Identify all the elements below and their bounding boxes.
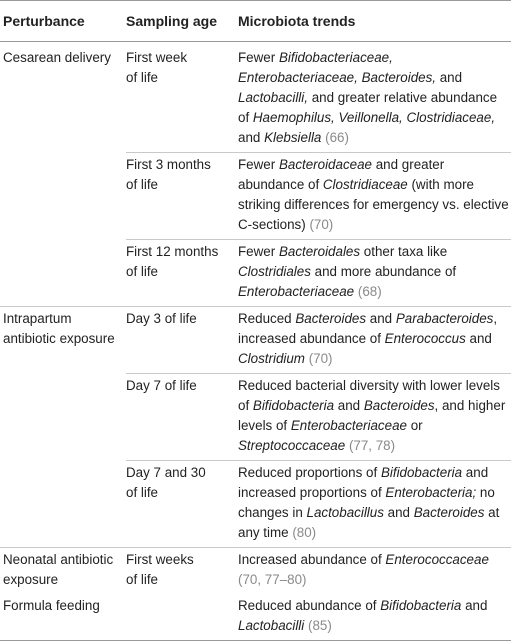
- taxon-name: Clostridiales: [238, 264, 311, 279]
- trend-text: and: [461, 598, 488, 613]
- taxon-name: Klebsiella: [264, 130, 322, 145]
- sampling-age-line: First 12 months: [126, 244, 219, 259]
- taxon-name: Enterobacteriaceae: [290, 418, 407, 433]
- sampling-age-line: First week: [126, 50, 188, 65]
- table-row: [0, 594, 511, 641]
- reference-citation: (85): [307, 618, 332, 633]
- cell-perturbance: [0, 374, 126, 461]
- cell-perturbance: Formula feeding: [0, 594, 126, 641]
- trend-text: and greater relative abundance of: [238, 90, 498, 125]
- sampling-age-line: of life: [126, 177, 159, 192]
- trend-text: and: [366, 311, 396, 326]
- trend-text: and: [334, 398, 364, 413]
- trend-text: Fewer: [238, 50, 279, 65]
- cell-perturbance: Intrapartum antibiotic exposure: [3, 311, 115, 346]
- trend-text: , and higher levels of: [238, 398, 506, 433]
- header-perturbance: Perturbance: [0, 1, 126, 42]
- trend-text: Increased abundance of: [238, 552, 386, 567]
- taxon-name: Parabacteroides: [395, 311, 494, 326]
- trend-text: Reduced: [238, 311, 296, 326]
- cell-sampling-age: [126, 42, 238, 153]
- cell-microbiota-trend: [238, 42, 511, 153]
- header-row: [0, 1, 511, 42]
- trend-text: and: [436, 70, 463, 85]
- taxon-name: Bacteroides: [363, 398, 435, 413]
- table-row: [0, 374, 511, 461]
- reference-citation: (70): [309, 217, 334, 232]
- trend-text: Fewer: [238, 244, 279, 259]
- trend-text: (with more striking differences for emergency vs. elective C-sections): [238, 177, 509, 232]
- cell-perturbance: [0, 240, 126, 307]
- trend-text: Fewer: [238, 157, 279, 172]
- cell-sampling-age: [126, 307, 238, 374]
- sampling-age-line: Day 3 of life: [126, 311, 197, 326]
- sampling-age-line: of life: [126, 485, 159, 500]
- trend-text: and: [238, 130, 265, 145]
- trend-text: at any time: [238, 505, 500, 540]
- taxon-name: Clostridiaceae: [322, 177, 408, 192]
- taxon-name: Bifidobacteria: [252, 398, 335, 413]
- cell-sampling-age: [126, 153, 238, 240]
- sampling-age-line: First weeks: [126, 552, 194, 567]
- cell-microbiota-trend: [238, 240, 511, 307]
- cell-microbiota-trend: [238, 594, 511, 641]
- sampling-age-line: Day 7 and 30: [126, 465, 206, 480]
- cell-microbiota-trend: [238, 548, 511, 595]
- table-row: [0, 307, 511, 374]
- cell-sampling-age: [126, 374, 238, 461]
- table-row: [0, 461, 511, 548]
- cell-sampling-age: [126, 240, 238, 307]
- reference-citation: (70): [308, 351, 333, 366]
- cell-sampling-age: [126, 548, 238, 595]
- reference-citation: (80): [292, 525, 317, 540]
- sampling-age-line: First 3 months: [126, 157, 211, 172]
- header-microbiota-trends: Microbiota trends: [238, 1, 511, 42]
- table-row: [0, 153, 511, 240]
- table-header: [0, 1, 511, 42]
- sampling-age-line: of life: [126, 70, 159, 85]
- table-row: [0, 548, 511, 595]
- trend-text: and greater abundance of: [238, 157, 445, 192]
- reference-citation: (68): [357, 284, 382, 299]
- trend-text: no changes in: [238, 485, 495, 520]
- trend-text: and: [383, 505, 414, 520]
- table-body: [0, 42, 511, 641]
- taxon-name: Lactobacillus: [306, 505, 384, 520]
- cell-microbiota-trend: [238, 374, 511, 461]
- cell-perturbance: Cesarean delivery: [3, 50, 111, 65]
- trend-text: , increased abundance of: [238, 311, 498, 346]
- reference-citation: (77, 78): [348, 438, 396, 453]
- cell-microbiota-trend: [238, 461, 511, 548]
- sampling-age-line: of life: [126, 572, 159, 587]
- taxon-name: Bifidobacteria: [380, 598, 462, 613]
- sampling-age-line: of life: [126, 264, 159, 279]
- trend-text: and: [465, 331, 492, 346]
- taxon-name: Bacteroides: [295, 311, 367, 326]
- table-row: [0, 42, 511, 153]
- taxon-name: Clostridium: [238, 351, 305, 366]
- taxon-name: Enterococcus: [384, 331, 466, 346]
- cell-microbiota-trend: [238, 307, 511, 374]
- reference-citation: (70, 77–80): [238, 572, 307, 587]
- cell-sampling-age: [126, 594, 238, 641]
- trend-text: and increased proportions of: [238, 465, 489, 500]
- taxon-name: Bifidobacteria: [380, 465, 463, 480]
- cell-perturbance: [0, 461, 126, 548]
- taxon-name: Bifidobacteriaceae, Enterobacteriaceae, Bacteroides,: [238, 50, 437, 85]
- taxon-name: Bacteroides: [413, 505, 485, 520]
- header-sampling-age: Sampling age: [126, 1, 238, 42]
- cell-sampling-age: [126, 461, 238, 548]
- taxon-name: Enterobacteriaceae: [238, 284, 355, 299]
- taxon-name: Haemophilus, Veillonella, Clostridiaceae,: [252, 110, 496, 125]
- taxon-name: Bacteroidaceae: [278, 157, 372, 172]
- taxon-name: Lactobacilli,: [238, 90, 308, 105]
- trend-text: Reduced bacterial diversity with lower levels of: [238, 378, 500, 413]
- taxon-name: Streptococcaceae: [238, 438, 346, 453]
- table-row: [0, 240, 511, 307]
- sampling-age-line: Day 7 of life: [126, 378, 197, 393]
- taxon-name: Lactobacilli: [238, 618, 305, 633]
- reference-citation: (66): [325, 130, 349, 145]
- cell-perturbance: [0, 153, 126, 240]
- trend-text: and more abundance of: [310, 264, 457, 279]
- trend-text: other taxa like: [360, 244, 448, 259]
- trend-text: Reduced abundance of: [238, 598, 381, 613]
- trend-text: Reduced proportions of: [238, 465, 381, 480]
- taxon-name: Enterococcaceae: [385, 552, 489, 567]
- taxon-name: Bacteroidales: [278, 244, 361, 259]
- taxon-name: Enterobacteria;: [385, 485, 477, 500]
- cell-microbiota-trend: [238, 153, 511, 240]
- trend-text: or: [406, 418, 423, 433]
- cell-perturbance: Neonatal antibiotic exposure: [3, 552, 114, 587]
